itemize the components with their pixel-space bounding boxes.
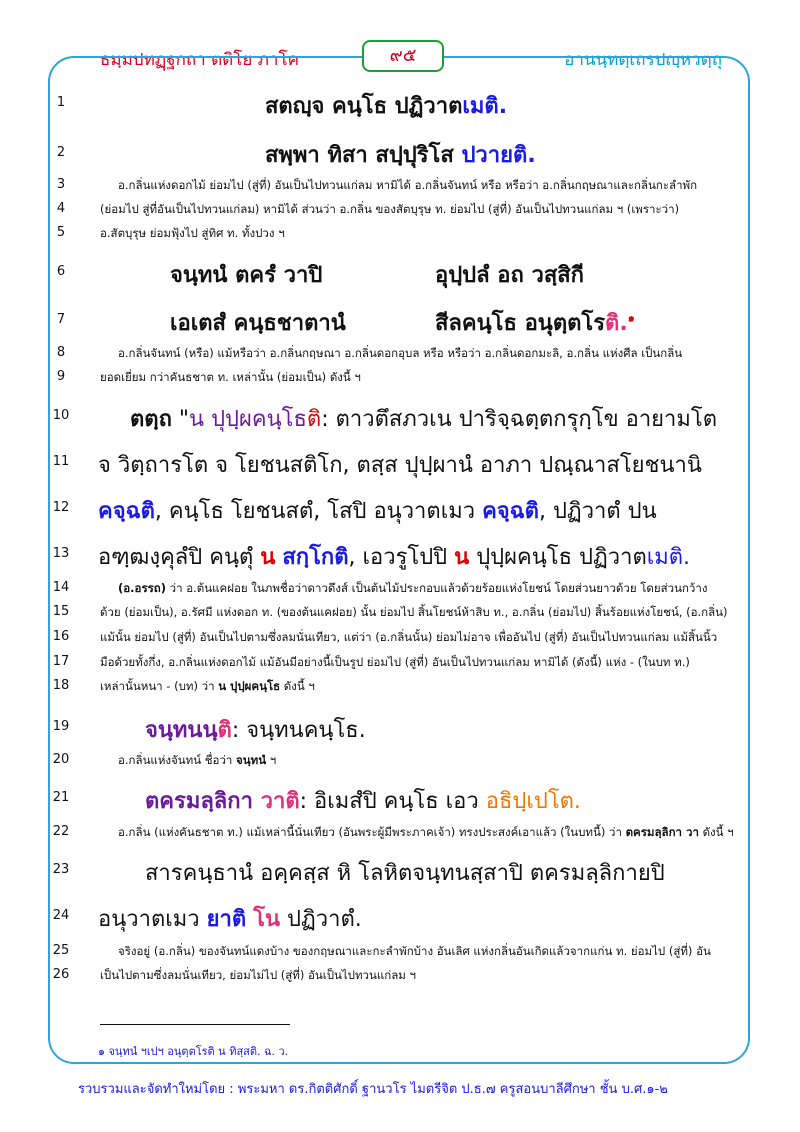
line-number: 17	[52, 654, 70, 669]
translation-text: ดังนี้ ฯ	[280, 679, 315, 693]
verse-line-1	[265, 88, 507, 123]
verse-line-6b: อุปฺปลํ อถ วสฺสิกี	[435, 263, 585, 288]
commentary-line-23: สารคนฺธานํ อคฺคสฺส หิ โลหิตจนฺทนสฺสาปิ ตครมลฺลิกายปิ	[145, 861, 665, 886]
commentary-text: ปุปฺผคนฺโธ ปฏิวาต	[469, 545, 647, 570]
commentary-line-19	[145, 712, 366, 747]
line-number: 15	[52, 604, 70, 619]
footnote-rule	[100, 1024, 290, 1025]
translation-line-5: อ.สัตบุรุษ ย่อมฟุ้งไป สู่ทิศ ท. ทั้งปวง ฯ	[100, 226, 285, 240]
footer-credit: รวบรวมและจัดทำใหม่โดย : พระมหา ดร.กิตติศักดิ์ ฐานวโร ไมตรีจิต ป.ธ.๗ ครูสอนบาลีศึกษา ชั้น บ.ศ.๑-๒	[78, 1082, 668, 1097]
line-number: 21	[52, 790, 70, 805]
translation-line-25: จริงอยู่ (อ.กลิ่น) ของจันทน์แดงบ้าง ของกฤษณาและกะลำพักบ้าง อันเลิศ แห่งกลิ่นอันเกิดแล้วจากแก่น ท. ย่อมไป (สู่ที่) อัน	[118, 944, 711, 958]
translation-line-4: (ย่อมไป สู่ที่อันเป็นไปทวนแก่ลม) หามิได้ ส่วนว่า อ.กลิ่น ของสัตบุรุษ ท. ย่อมไป (สู่ที่) อันเป็นไปทวนแก่ลม ฯ (เพราะว่า)	[100, 202, 680, 216]
line-number: 6	[56, 264, 66, 279]
translation-keyword: ตครมลฺลิกา วา	[625, 825, 699, 839]
commentary-text: : ตาวตึสภวเน ปาริจฺฉตฺตกรุกฺโข อายามโต	[321, 407, 718, 432]
line-number: 20	[52, 752, 70, 767]
commentary-text: "	[171, 407, 190, 432]
verse-text: สีลคนฺโธ อนุตฺตโร	[435, 311, 606, 336]
verse-emphasis: ปวายติ.	[461, 143, 536, 168]
commentary-text: , คนฺโธ โยชนสตํ, โสปิ อนุวาตเมว	[154, 499, 483, 524]
commentary-keyword: จนฺทนนฺ	[145, 718, 218, 743]
verse-emphasis: เมติ.	[462, 94, 508, 119]
translation-text: เหล่านั้นหนา - (บท) ว่า	[100, 679, 219, 693]
line-number: 8	[56, 345, 66, 360]
line-number: 1	[56, 95, 66, 110]
commentary-text: , เอวรูโปปิ	[348, 545, 455, 570]
header-left-title: ธมฺมปทฏฺฐกถา ตติโย ภาโค	[100, 50, 299, 70]
commentary-text: : อิเมสํปิ คนฺโธ เอว	[299, 789, 486, 814]
translation-line-18	[100, 678, 315, 696]
commentary-emphasis: ติ	[306, 407, 322, 432]
commentary-line-13	[98, 539, 690, 574]
commentary-keyword: น ปุปฺผคนฺโธ	[189, 407, 307, 432]
commentary-text: : จนฺทนคนฺโธ.	[231, 718, 366, 743]
translation-keyword: น ปุปฺผคนฺโธ	[218, 679, 281, 693]
translation-line-8: อ.กลิ่นจันทน์ (หรือ) แม้หรือว่า อ.กลิ่นกฤษณา อ.กลิ่นดอกอุบล หรือ หรือว่า อ.กลิ่นดอกมะลิ, อ.กลิ่น แห่งศีล เป็นกลิ่น	[118, 346, 683, 360]
translation-keyword: จนฺทนํ	[236, 753, 267, 767]
line-number: 3	[56, 177, 66, 192]
header-right-title: อานนฺทตฺเถรปญฺหวตฺถุ	[564, 50, 722, 70]
translation-line-17: มือด้วยทั้งกึ่ง, อ.กลิ่นแห่งดอกไม้ แม้อันมีอย่างนี้เป็นรูป ย่อมไป (สู่ที่) อันเป็นไปทวนแก่ลม หามิได้ (ดังนี้) แห่ง - (ในบท ท.)	[100, 655, 690, 669]
footnote: ๑ จนฺทนํ ฯเปฯ อนุตฺตโรติ น ทิสฺสติ. ฉ. ว.	[98, 1045, 289, 1058]
footnote-marker: ๑	[627, 311, 635, 325]
commentary-emphasis: โน	[253, 907, 281, 932]
line-number: 23	[52, 862, 70, 877]
translation-line-22	[118, 824, 734, 842]
line-number: 9	[56, 369, 66, 384]
line-number: 13	[52, 546, 70, 561]
verse-line-7a: เอเตสํ คนฺธชาตานํ	[170, 311, 346, 336]
translation-line-20	[118, 752, 276, 770]
commentary-text: อฑฺฒงฺคุลํปิ คนฺตุํ	[98, 545, 261, 570]
commentary-emphasis: เมติ.	[646, 545, 691, 570]
translation-line-3: อ.กลิ่นแห่งดอกไม้ ย่อมไป (สู่ที่) อันเป็นไปทวนแก่ลม หามิได้ อ.กลิ่นจันทน์ หรือ หรือว่า อ.กลิ่นกฤษณาและกลิ่นกะลำพัก	[118, 178, 698, 192]
translation-line-26: เป็นไปตามซึ่งลมนั่นเทียว, ย่อมไม่ไป (สู่ที่) อันเป็นไปทวนแก่ลม ฯ	[100, 968, 416, 982]
line-number: 19	[52, 719, 70, 734]
verse-line-2	[265, 137, 536, 172]
commentary-line-11: จ วิตฺถารโต จ โยชนสติโก, ตสฺส ปุปฺผานํ อาภา ปณฺณาสโยชนานิ	[98, 453, 702, 478]
commentary-head: ตตฺถ	[130, 407, 172, 432]
verse-text: สตญฺจ คนฺโธ ปฏิวาต	[265, 94, 463, 119]
commentary-text: อนุวาตเมว	[98, 907, 207, 932]
commentary-text: , ปฏิวาตํ ปน	[538, 499, 657, 524]
commentary-emphasis: ติ	[217, 718, 232, 743]
translation-line-14	[118, 580, 707, 598]
line-number: 7	[56, 312, 66, 327]
line-number: 10	[52, 408, 70, 423]
translation-line-15: ด้วย (ย่อมเป็น), อ.รัศมี แห่งดอก ท. (ของต้นแคฝอย) นั้น ย่อมไป สิ้นโยชน์ห้าสิบ ท., อ.กลิ่น (ย่อมไป) สิ้นร้อยแห่งโยชน์, (อ.กลิ่น)	[100, 605, 728, 619]
translation-text: ว่า อ.ต้นแคฝอย ในภพชื่อว่าดาวดึงส์ เป็นต้นไม้ประกอบแล้วด้วยร้อยแห่งโยชน์ โดยส่วนยาวด้วย โดยส่วนกว้าง	[166, 581, 708, 595]
line-number: 25	[52, 943, 70, 958]
line-number: 14	[52, 580, 70, 595]
commentary-emphasis: คจฺฉติ	[482, 499, 539, 524]
translation-text: ดังนี้ ฯ	[698, 825, 734, 839]
commentary-emphasis: วาติ	[260, 789, 300, 814]
line-number: 12	[52, 500, 70, 515]
page-number: ๙๕	[362, 40, 444, 72]
line-number: 24	[52, 908, 70, 923]
translation-text: ฯ	[266, 753, 277, 767]
verse-text: สพฺพา ทิสา สปฺปุริโส	[265, 143, 462, 168]
line-number: 5	[56, 225, 66, 240]
commentary-emphasis: น	[454, 545, 470, 570]
line-number: 18	[52, 678, 70, 693]
verse-emphasis: ติ.	[605, 311, 628, 336]
commentary-emphasis: คจฺฉติ	[98, 499, 155, 524]
translation-text: อ.กลิ่น (แห่งคันธชาต ท.) แม้เหล่านี้นั่นเทียว (อันพระผู้มีพระภาคเจ้า) ทรงประสงค์เอาแล้ว (ในบทนี้) ว่า	[118, 825, 626, 839]
line-number: 2	[56, 145, 66, 160]
translation-head: (อ.อรรถ)	[118, 581, 167, 595]
verse-line-7b	[435, 305, 635, 340]
line-number: 4	[56, 201, 66, 216]
line-number: 11	[52, 454, 70, 469]
translation-text: อ.กลิ่นแห่งจันทน์ ชื่อว่า	[118, 753, 237, 767]
line-number: 26	[52, 967, 70, 982]
line-number: 22	[52, 824, 70, 839]
commentary-line-21	[145, 783, 581, 818]
commentary-emphasis: น	[260, 545, 276, 570]
commentary-emphasis: ยาติ	[206, 907, 247, 932]
translation-line-9: ยอดเยี่ยม กว่าคันธชาต ท. เหล่านั้น (ย่อมเป็น) ดังนี้ ฯ	[100, 370, 361, 384]
commentary-line-10	[130, 401, 717, 436]
commentary-emphasis: อธิปฺเปโต.	[485, 789, 581, 814]
commentary-emphasis: สกฺโกติ	[282, 545, 349, 570]
commentary-line-12	[98, 493, 657, 528]
commentary-text: ปฏิวาตํ.	[280, 907, 362, 932]
commentary-line-24	[98, 901, 362, 936]
translation-line-16: แม้นั้น ย่อมไป (สู่ที่) อันเป็นไปตามซึ่งลมนั่นเทียว, แต่ว่า (อ.กลิ่นนั้น) ย่อมไม่อาจ เพื่ออันไป (สู่ที่) อันเป็นไปทวนแก่ลม แม้สิ้นนิ้ว	[100, 630, 718, 644]
verse-line-6a: จนฺทนํ ตครํ วาปิ	[170, 263, 323, 288]
line-number: 16	[52, 629, 70, 644]
commentary-keyword: ตครมลฺลิกา	[145, 789, 261, 814]
